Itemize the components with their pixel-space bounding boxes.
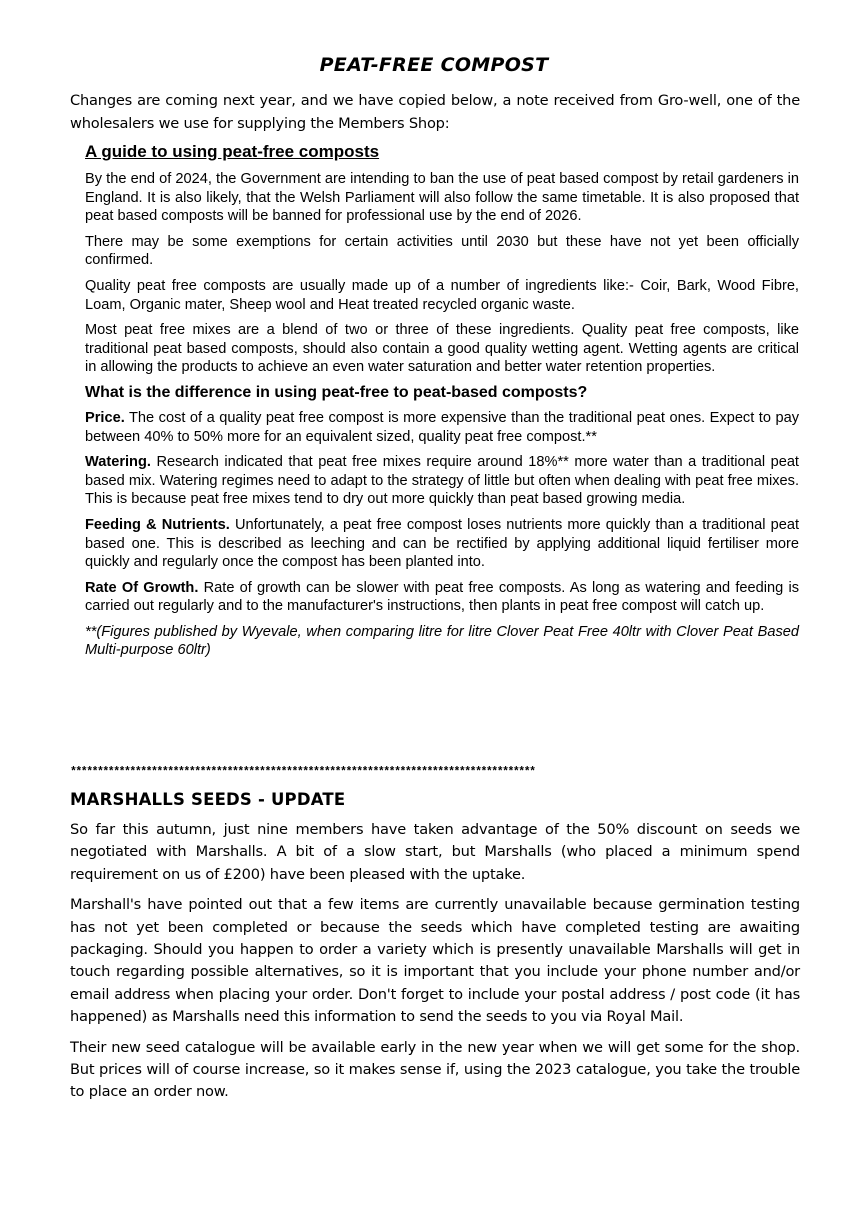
marshalls-paragraph: Marshall's have pointed out that a few items are currently unavailable because germination testing has not yet been completed or because the seeds which have completed testing are awaiting packaging. Should you happen to order a variety which is presently unavailable Marshalls will get in touch regarding possible alternatives, so it is important that you include your phone number and/or email address when placing your order. Don't forget to include your postal address / post code (it has happened) as Marshalls need this information to send the seeds to you via Royal Mail.: [70, 896, 800, 1026]
point-text: Research indicated that peat free mixes require around 18%** more water than a traditional peat based mix. Watering regimes need to adapt to the strategy of little but often when dealing with peat free mixes. This is because peat free mixes tend to dry out more quickly than peat based growing media.: [85, 454, 799, 508]
guide-heading: A guide to using peat-free composts: [85, 142, 380, 161]
marshalls-section: [70, 790, 800, 1112]
marshalls-heading: MARSHALLS SEEDS - UPDATE: [70, 790, 346, 809]
guide-paragraph: Quality peat free composts are usually made up of a number of ingredients like:- Coir, Bark, Wood Fibre, Loam, Organic mater, Sheep wool and Heat treated recycled organic waste.: [85, 277, 799, 313]
point-text: Rate of growth can be slower with peat free composts. As long as watering and feeding is carried out regularly and to the manufacturer's instructions, then plants in peat free compost will catch up.: [85, 579, 800, 615]
guide-paragraph: By the end of 2024, the Government are intending to ban the use of peat based compost by retail gardeners in England. It is also likely, that the Welsh Parliament will also follow the same timetable. It is also proposed that peat based composts will be banned for professional use by the end of 2026.: [85, 171, 799, 225]
marshalls-paragraph: So far this autumn, just nine members have taken advantage of the 50% discount on seeds we negotiated with Marshalls. A bit of a slow start, but Marshalls (who placed a minimum spend requirement on us of £200) have been pleased with the uptake.: [70, 821, 800, 883]
point-feeding: [85, 516, 799, 572]
point-label: Watering.: [85, 454, 151, 471]
growell-guide: [85, 142, 799, 667]
asterisk-divider: **************************************************************************************: [70, 766, 535, 779]
point-price: [85, 409, 799, 446]
point-growth: [85, 579, 799, 616]
point-label: Price.: [85, 409, 125, 426]
point-label: Feeding & Nutrients.: [85, 516, 230, 533]
intro-paragraph: Changes are coming next year, and we have copied below, a note received from Gro-well, one of the wholesalers we use for supplying the Members Shop:: [70, 92, 800, 132]
page-title: PEAT-FREE COMPOST: [319, 54, 549, 76]
point-text: Unfortunately, a peat free compost loses nutrients more quickly than a traditional peat based one. This is described as leeching and can be rectified by applying additional liquid fertiliser more quickly and regularly once the compost has been planted into.: [85, 516, 800, 571]
difference-subheading: What is the difference in using peat-free to peat-based composts?: [85, 383, 588, 401]
marshalls-paragraph: Their new seed catalogue will be available early in the new year when we will get some for the shop. But prices will of course increase, so it makes sense if, using the 2023 catalogue, you take the trouble to place an order now.: [70, 1038, 800, 1101]
footnote: **(Figures published by Wyevale, when comparing litre for litre Clover Peat Free 40ltr with Clover Peat Based Multi-purpose 60ltr): [85, 623, 799, 659]
guide-paragraph: There may be some exemptions for certain activities until 2030 but these have not yet been officially confirmed.: [85, 233, 799, 269]
guide-paragraph: Most peat free mixes are a blend of two or three of these ingredients. Quality peat free composts, like traditional peat based composts, should also contain a good quality wetting agent. Wetting agents are critical in allowing the products to achieve an even water saturation and better water retention properties.: [85, 322, 799, 376]
point-text: The cost of a quality peat free compost is more expensive than the traditional peat ones. Expect to pay between 40% to 50% more for an equivalent sized, quality peat free compost.**: [85, 409, 799, 445]
point-label: Rate Of Growth.: [85, 579, 199, 596]
point-watering: [85, 453, 799, 509]
